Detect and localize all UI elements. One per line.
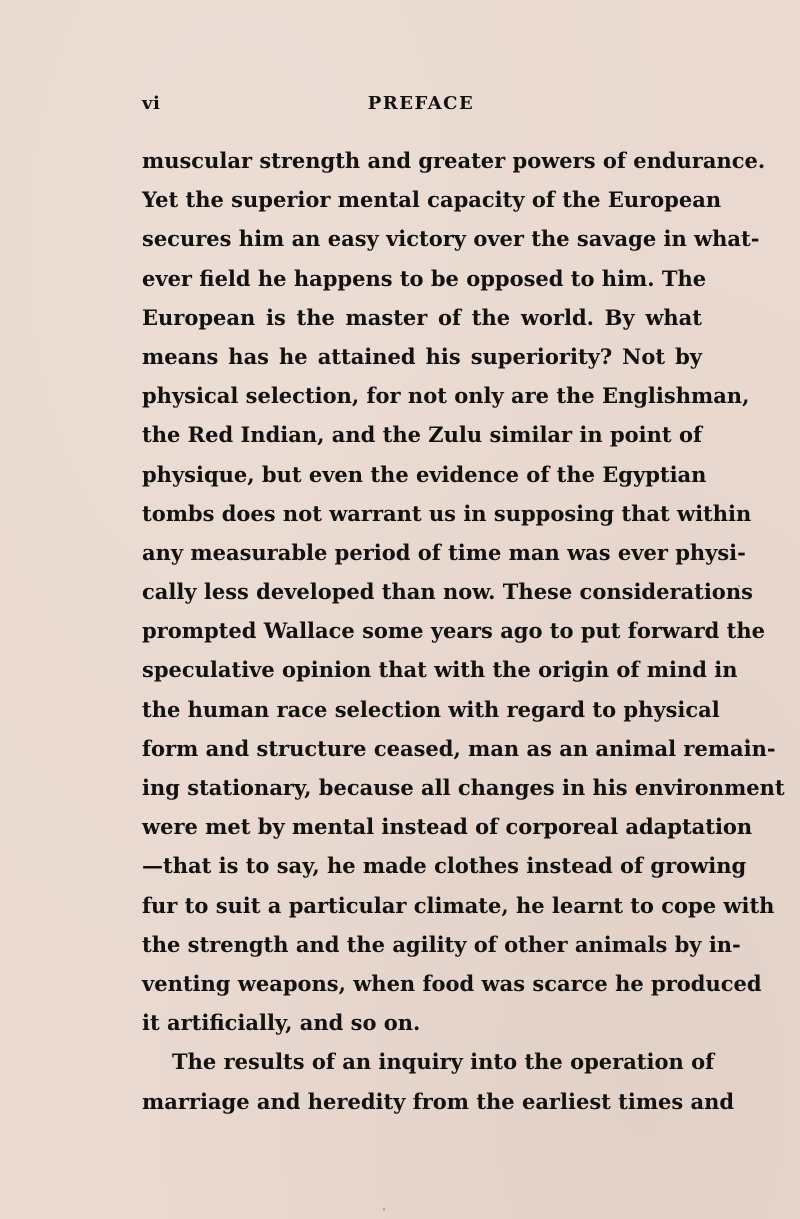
paper-speck xyxy=(745,738,749,743)
text-line: ever field he happens to be opposed to him. The xyxy=(142,265,707,291)
paragraph-end-line: it artificially, and so on. xyxy=(142,1010,421,1036)
text-line: the human race selection with regard to physical xyxy=(142,696,720,722)
body-text xyxy=(142,141,785,1121)
text-line: European is the master of the world. By what xyxy=(142,304,702,330)
text-line: form and structure ceased, man as an animal remain- xyxy=(142,735,776,761)
text-line: venting weapons, when food was scarce he produced xyxy=(142,970,762,996)
text-line: marriage and heredity from the earliest times and xyxy=(142,1088,735,1114)
running-head xyxy=(142,93,700,117)
text-line: prompted Wallace some years ago to put forward the xyxy=(142,618,765,644)
paper-speck xyxy=(383,1208,385,1211)
text-line: muscular strength and greater powers of endurance. xyxy=(142,148,766,173)
page-number: vi xyxy=(142,93,161,114)
text-line: speculative opinion that with the origin of mind in xyxy=(142,657,738,683)
paragraph-start-line: The results of an inquiry into the operation of xyxy=(172,1049,715,1075)
text-line: ing stationary, because all changes in his environment xyxy=(142,775,785,800)
text-line: fur to suit a particular climate, he learnt to cope with xyxy=(142,892,775,918)
text-line: the Red Indian, and the Zulu similar in point of xyxy=(142,422,702,448)
text-line: Yet the superior mental capacity of the European xyxy=(142,187,722,213)
paper-speck xyxy=(738,585,740,587)
text-line: any measurable period of time man was ever physi- xyxy=(142,539,746,565)
running-title: PREFACE xyxy=(367,93,475,114)
text-line: were met by mental instead of corporeal adaptation xyxy=(142,814,753,840)
text-line: physical selection, for not only are the Englishman, xyxy=(142,383,750,409)
text-line: secures him an easy victory over the savage in what- xyxy=(142,226,760,252)
text-line: the strength and the agility of other animals by in- xyxy=(142,931,741,957)
text-line: physique, but even the evidence of the Egyptian xyxy=(142,461,707,487)
text-line: tombs does not warrant us in supposing that within xyxy=(142,500,752,526)
text-line: means has he attained his superiority? Not by xyxy=(142,343,702,369)
text-line: cally less developed than now. These considerations xyxy=(142,579,753,605)
text-line: —that is to say, he made clothes instead of growing xyxy=(142,853,747,879)
